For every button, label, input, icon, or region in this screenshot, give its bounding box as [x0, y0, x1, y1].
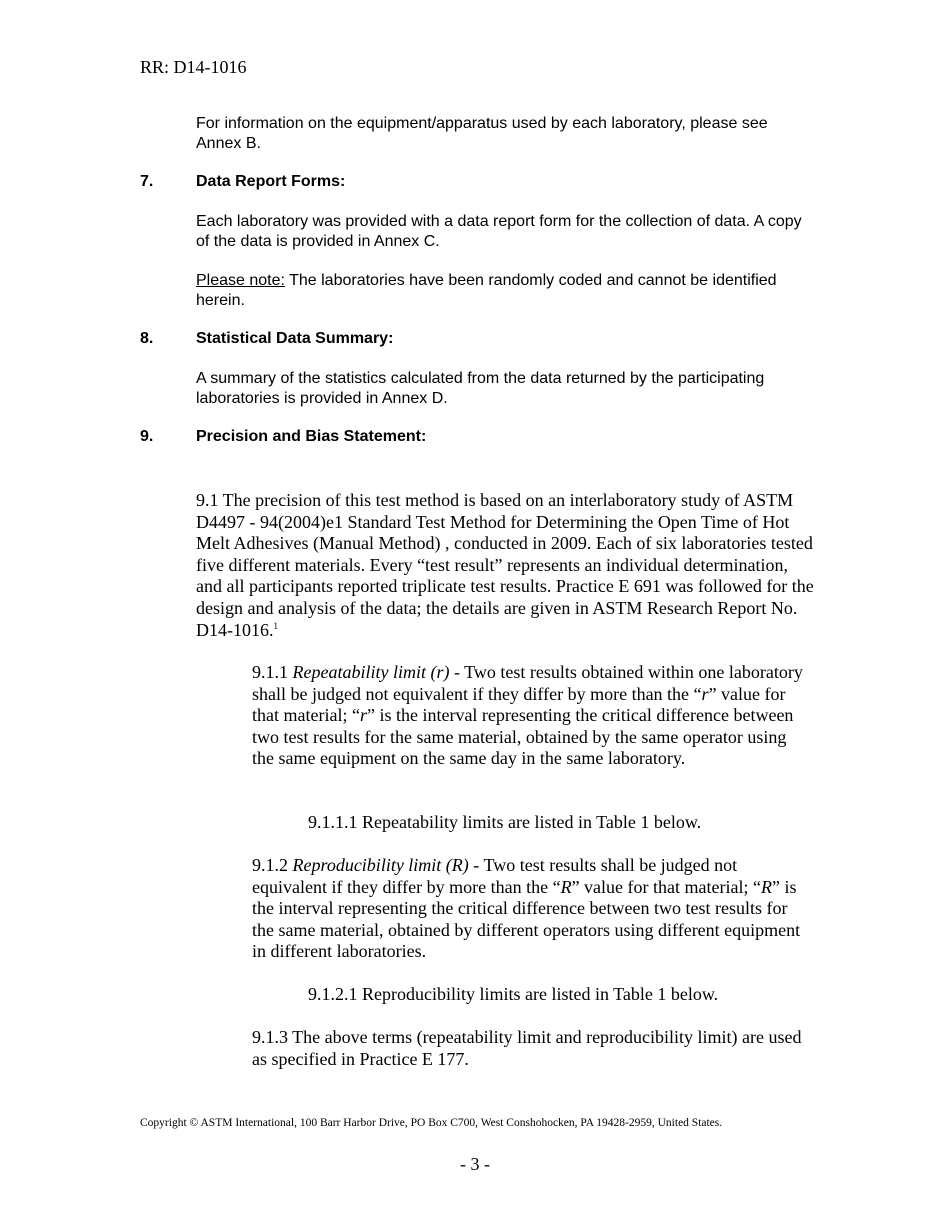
- section-7-number: 7.: [140, 173, 154, 190]
- paragraph-9-1-1-1: 9.1.1.1 Repeatability limits are listed in Table 1 below.: [308, 812, 702, 832]
- section-7-note: [196, 271, 816, 310]
- paragraph-9-1-2: [252, 855, 812, 963]
- section-8-paragraph: A summary of the statistics calculated from the data returned by the participating laboratories is provided in Annex D.: [196, 370, 765, 407]
- body-text: ” value for that material; “: [252, 683, 786, 726]
- section-9-number: 9.: [140, 428, 154, 445]
- body-text: Two test results shall be judged not equivalent if they differ by more than the “: [252, 855, 738, 897]
- intro-paragraph: For information on the equipment/apparatus used by each laboratory, please see Annex B.: [196, 115, 768, 152]
- section-8-title: Statistical Data Summary:: [196, 330, 394, 347]
- report-id-header: RR: D14-1016: [140, 57, 247, 77]
- note-label: Please note:: [196, 272, 285, 289]
- section-7-paragraph: Each laboratory was provided with a data report form for the collection of data. A copy of the data is provided in Annex C.: [196, 213, 802, 250]
- paragraph-9-1-text: 9.1 The precision of this test method is based on an interlaboratory study of ASTM D4497 - 94(2004)e1 Standard Test Method for Determining the Open Time of Hot Melt Adhesives (Manual Method) , conducted in 2009. Each of six laboratories tested five different materials. Every “test result” represents an individual determination, and all participants reported triplicate test results. Practice E 691 was followed for the design and analysis of the data; the details are given in ASTM Research Report No. D14-1016.: [196, 490, 814, 640]
- symbol: r: [359, 705, 367, 726]
- symbol: r: [701, 683, 709, 704]
- copyright-footer: Copyright © ASTM International, 100 Barr Harbor Drive, PO Box C700, West Conshohocken, PA 19428-2959, United States.: [140, 1117, 723, 1129]
- footnote-ref: 1: [273, 620, 278, 631]
- body-text: ” is the interval representing the critical difference between two test results for the same material, obtained by different operators using different equipment in different laboratories.: [252, 876, 801, 962]
- defined-term: Reproducibility limit (R) -: [292, 855, 480, 875]
- paragraph-9-1: [196, 490, 816, 641]
- section-8-number: 8.: [140, 330, 154, 347]
- symbol: R: [560, 876, 572, 897]
- note-text: The laboratories have been randomly coded and cannot be identified herein.: [196, 272, 777, 309]
- defined-term: Repeatability limit (r) -: [292, 662, 460, 682]
- paragraph-number: 9.1.1: [252, 662, 288, 682]
- body-text: ” is the interval representing the critical difference between two test results for the same material, obtained by the same operator using the same equipment on the same day in the same laboratory.: [252, 705, 794, 769]
- paragraph-9-1-1: [252, 662, 812, 770]
- symbol: R: [760, 876, 772, 897]
- page-number: - 3 -: [460, 1154, 490, 1174]
- paragraph-9-1-3: 9.1.3 The above terms (repeatability limit and reproducibility limit) are used as specified in Practice E 177.: [252, 1027, 802, 1069]
- paragraph-9-1-2-1: 9.1.2.1 Reproducibility limits are listed in Table 1 below.: [308, 984, 719, 1004]
- section-9-title: Precision and Bias Statement:: [196, 428, 427, 445]
- paragraph-number: 9.1.2: [252, 855, 288, 875]
- body-text: ” value for that material; “: [571, 876, 761, 897]
- body-text: Two test results obtained within one laboratory shall be judged not equivalent if they differ by more than the “: [252, 662, 803, 704]
- section-7-title: Data Report Forms:: [196, 173, 346, 190]
